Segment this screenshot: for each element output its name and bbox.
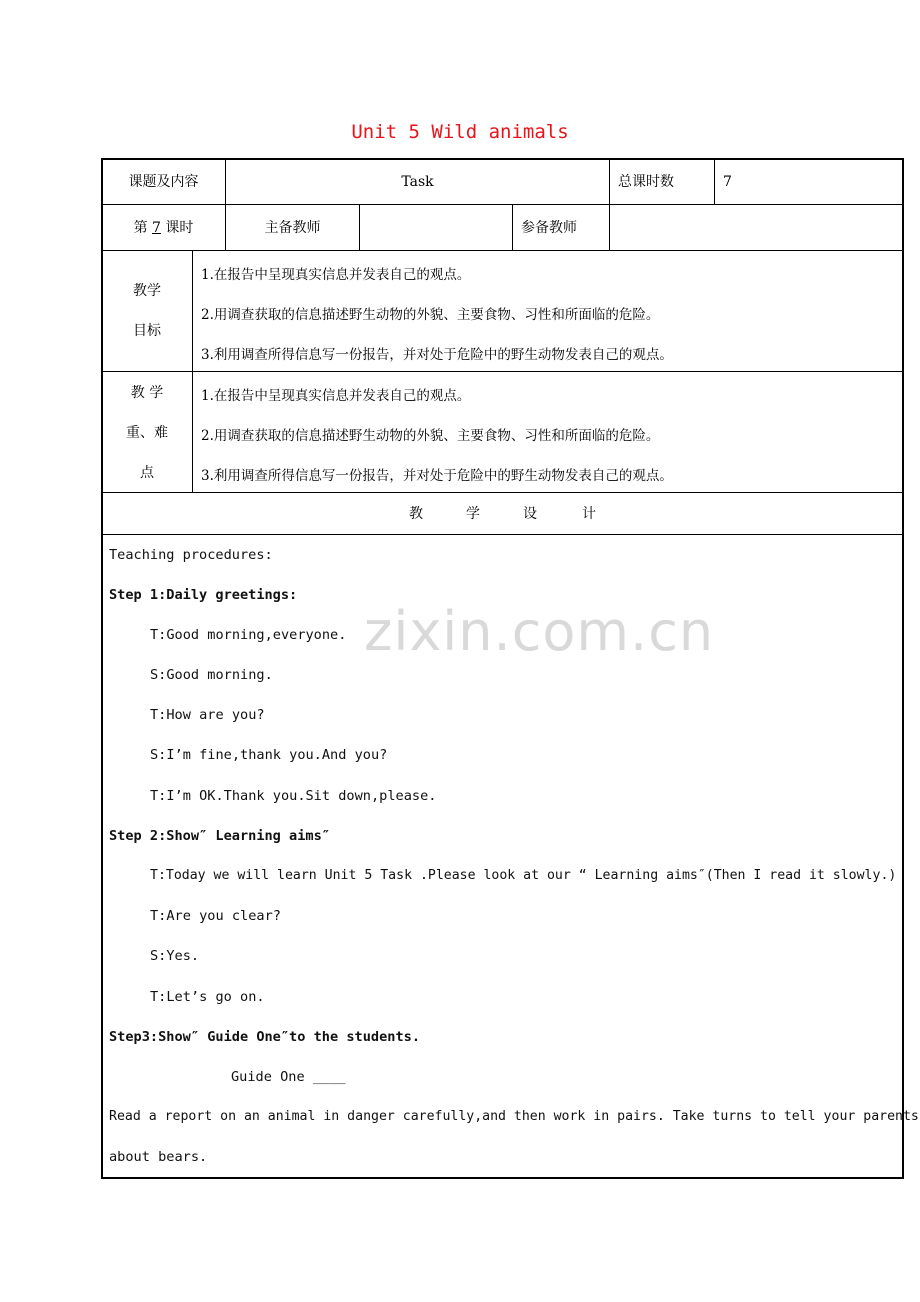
design-header-char: 学 [466,505,480,522]
topic-value: Task [401,174,434,190]
step-heading: Step 2:Show″ Learning aims″ [109,828,330,844]
main-teacher-label: 主备教师 [264,219,321,236]
topic-label: 课题及内容 [128,174,199,190]
goal-item: 1.在报告中呈现真实信息并发表自己的观点。 [201,267,471,283]
total-hours-value: 7 [723,174,732,190]
goals-label-1: 教学 [133,283,161,299]
co-teacher-label: 参备教师 [521,219,577,236]
dialogue-line: T:Let’s go on. [150,989,265,1005]
design-header-char: 计 [582,505,596,522]
keypoints-label-1: 教 学 [130,385,164,401]
design-header-char: 设 [523,505,537,522]
period-label: 第 7 课时 [133,219,194,236]
step-heading: Step 1:Daily greetings: [109,587,298,603]
goal-item: 3.利用调查所得信息写一份报告，并对处于危险中的野生动物发表自己的观点。 [201,347,673,363]
page-title: Unit 5 Wild animals [351,121,569,143]
dialogue-line: T:How are you? [150,707,265,723]
keypoint-item: 1.在报告中呈现真实信息并发表自己的观点。 [201,388,471,404]
dialogue-line: S:I’m fine,thank you.And you? [150,747,388,763]
co-teacher-value [610,205,902,250]
dialogue-line: T:I’m OK.Thank you.Sit down,please. [150,788,437,804]
step-heading: Step3:Show″ Guide One″to the students. [109,1029,420,1045]
design-header [102,493,903,534]
procedures-heading: Teaching procedures: [109,547,273,563]
keypoints-label-3: 点 [140,465,154,481]
keypoint-item: 2.用调查获取的信息描述野生动物的外貌、主要食物、习性和所面临的危险。 [201,428,660,444]
dialogue-line: T:Good morning,everyone. [150,627,347,643]
dialogue-line: T:Are you clear? [150,908,281,924]
dialogue-line: S:Yes. [150,948,200,964]
main-teacher-value [360,205,512,250]
guide-title: Guide One ____ [231,1069,346,1085]
goals-label-2: 目标 [133,323,161,339]
instruction-line: Read a report on an animal in danger carefully,and then work in pairs. Take turns to tell your parents [109,1109,919,1124]
total-hours-label: 总课时数 [618,174,674,190]
instruction-line: about bears. [109,1149,208,1165]
dialogue-line: S:Good morning. [150,667,273,683]
goal-item: 2.用调查获取的信息描述野生动物的外貌、主要食物、习性和所面临的危险。 [201,307,660,323]
keypoints-label-2: 重、难 [126,425,168,441]
design-header-char: 教 [409,505,423,522]
keypoint-item: 3.利用调查所得信息写一份报告，并对处于危险中的野生动物发表自己的观点。 [201,468,673,484]
dialogue-line: T:Today we will learn Unit 5 Task .Please look at our “ Learning aims″(Then I read it slowly.) [150,868,897,883]
watermark: zixin.com.cn [364,600,715,663]
